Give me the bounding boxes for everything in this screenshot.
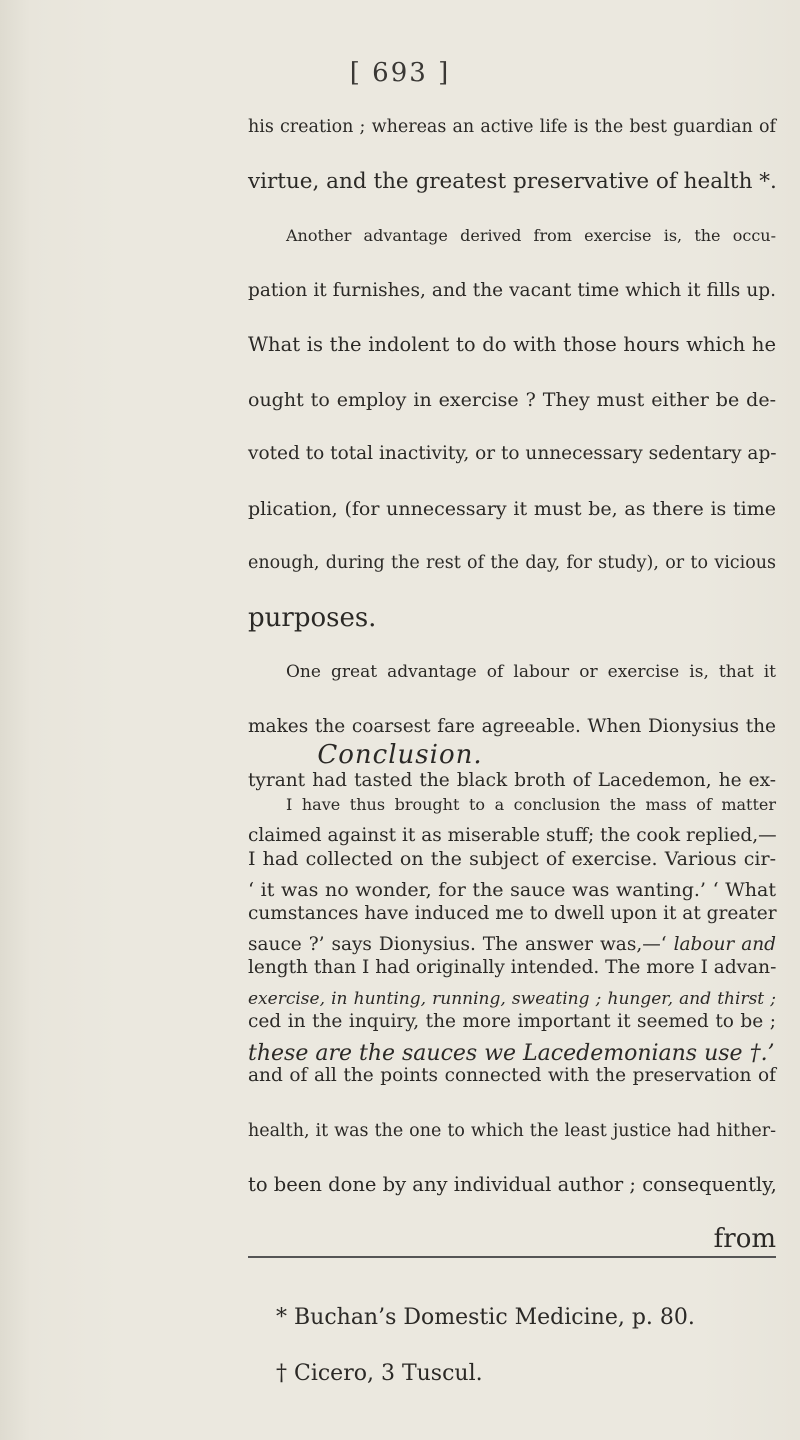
text-line: tyrant had tasted the black broth of Lacedemon, he ex- bbox=[248, 770, 776, 791]
text-line: I have thus brought to a conclusion the mass of matter bbox=[286, 795, 776, 814]
text-line: enough, during the rest of the day, for study), or to vicious bbox=[248, 553, 776, 573]
italic-line: exercise, in hunting, running, sweating ; hunger, and thirst ; bbox=[248, 989, 776, 1009]
body-text-bottom bbox=[248, 778, 776, 1267]
italic-line: these are the sauces we Lacedemonians use †.’ bbox=[248, 1040, 775, 1066]
page-number: [ 693 ] bbox=[349, 58, 451, 88]
footnote: † Cicero, 3 Tuscul. bbox=[276, 1361, 483, 1386]
text-line: voted to total inactivity, or to unnecessary sedentary ap- bbox=[248, 443, 777, 464]
catchword: from bbox=[713, 1224, 776, 1255]
text-line: cumstances have induced me to dwell upon it at greater bbox=[248, 902, 777, 924]
text-line: to been done by any individual author ; consequently, bbox=[248, 1173, 777, 1197]
text-line: and of all the points connected with the preservation of bbox=[248, 1065, 776, 1087]
text-line: pation it furnishes, and the vacant time which it fills up. bbox=[248, 279, 776, 301]
text-line: length than I had originally intended. The more I advan- bbox=[248, 956, 777, 978]
text-line: ced in the inquiry, the more important it seemed to be ; bbox=[248, 1011, 776, 1033]
text-line: his creation ; whereas an active life is the best guardian of bbox=[248, 117, 776, 137]
text-line: One great advantage of labour or exercise is, that it bbox=[286, 662, 776, 682]
text-line: claimed against it as miserable stuff; the cook replied,— bbox=[248, 824, 777, 846]
section-heading: Conclusion. bbox=[317, 740, 483, 770]
italic-segment: labour and bbox=[673, 933, 777, 955]
text-line: virtue, and the greatest preservative of health *. bbox=[248, 168, 777, 194]
text-line: makes the coarsest fare agreeable. When Dionysius the bbox=[248, 715, 776, 737]
text-line: health, it was the one to which the least justice had hither- bbox=[248, 1120, 776, 1141]
footnote-rule bbox=[248, 1256, 776, 1258]
text-line: ‘ it was no wonder, for the sauce was wanting.’ ‘ What bbox=[248, 879, 776, 901]
text-line: purposes. bbox=[248, 602, 377, 633]
footnote: * Buchan’s Domestic Medicine, p. 80. bbox=[276, 1305, 695, 1330]
text-line: ought to employ in exercise ? They must either be de- bbox=[248, 388, 776, 411]
text-segment: sauce ?’ says Dionysius. The answer was,—‘ bbox=[248, 933, 667, 955]
text-line: I had collected on the subject of exercise. Various cir- bbox=[248, 848, 776, 871]
text-line: plication, (for unnecessary it must be, as there is time bbox=[248, 497, 776, 520]
footnotes bbox=[276, 1290, 776, 1402]
text-line: Another advantage derived from exercise is, the occu- bbox=[286, 226, 776, 245]
text-line: What is the indolent to do with those hours which he bbox=[248, 333, 776, 356]
